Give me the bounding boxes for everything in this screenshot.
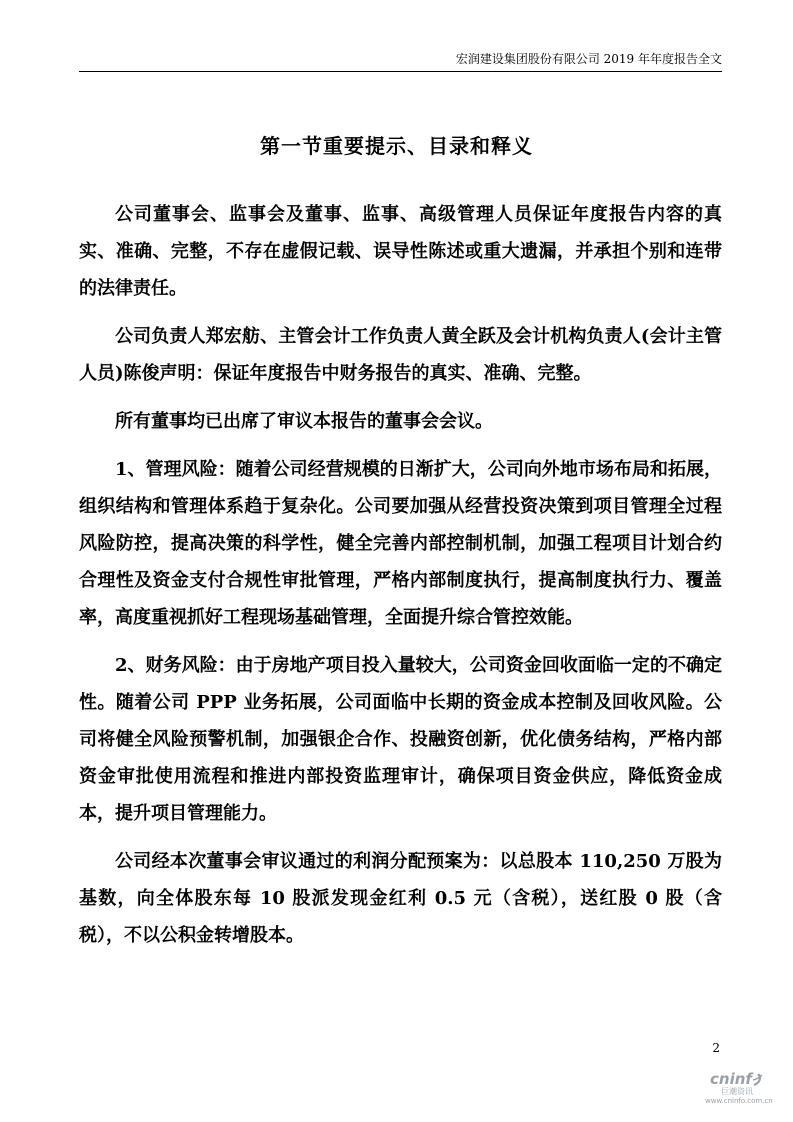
paragraph-attendance: 所有董事均已出席了审议本报告的董事会会议。 <box>115 411 493 432</box>
section-title: 第一节重要提示、目录和释义 <box>260 134 533 158</box>
paragraph-profit-distribution: 公司经本次董事会审议通过的利润分配预案为：以总股本 110,250 万股为基数，向全体股东每 10 股派发现金红利 0.5 元（含税），送红股 0 股（含税），不以公积金转增股本。 <box>79 851 722 946</box>
cninfo-url: www.cninfo.com.cn <box>705 1097 773 1105</box>
paragraph-management-risk: 1、管理风险：随着公司经营规模的日渐扩大，公司向外地市场布局和拓展，组织结构和管理体系趋于复杂化。公司要加强从经营投资决策到项目管理全过程风险防控，提高决策的科学性，健全完善内部控制机制，加强工程项目计划合约合理性及资金支付合规性审批管理，严格内部制度执行，提高制度执行力、覆盖率，高度重视抓好工程现场基础管理，全面提升综合管控效能。 <box>79 459 722 628</box>
paragraph-financial-risk: 2、财务风险：由于房地产项目投入量较大，公司资金回收面临一定的不确定性。随着公司 PPP 业务拓展，公司面临中长期的资金成本控制及回收风险。公司将健全风险预警机制，加强银企合作、投融资创新，优化债务结构，严格内部资金审批使用流程和推进内部投资监理审计，确保项目资金供应，降低资金成本，提升项目管理能力。 <box>79 655 722 824</box>
paragraph-responsibility: 公司董事会、监事会及董事、监事、高级管理人员保证年度报告内容的真实、准确、完整，不存在虚假记载、误导性陈述或重大遗漏，并承担个别和连带的法律责任。 <box>79 204 722 299</box>
cninfo-logo-text: cninf <box>710 1070 752 1088</box>
cninfo-swoosh-icon <box>752 1073 764 1087</box>
body-text <box>79 196 722 965</box>
page-number: 2 <box>712 1041 720 1055</box>
cninfo-logo <box>705 1072 769 1087</box>
paragraph-declaration: 公司负责人郑宏舫、主管会计工作负责人黄全跃及会计机构负责人(会计主管人员)陈俊声明：保证年度报告中财务报告的真实、准确、完整。 <box>79 326 722 384</box>
cninfo-name: 巨潮资讯 <box>721 1087 753 1096</box>
running-header: 宏润建设集团股份有限公司 2019 年年度报告全文 <box>79 52 722 72</box>
cninfo-watermark <box>705 1070 773 1106</box>
